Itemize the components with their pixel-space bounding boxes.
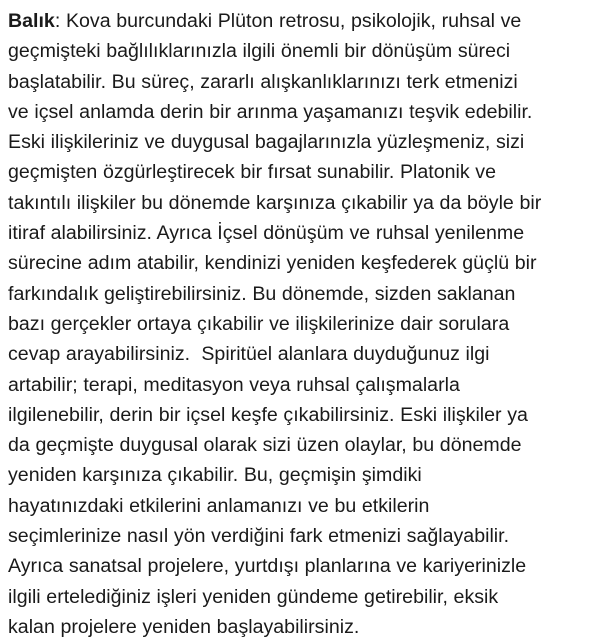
paragraph-line-15: da geçmişte duygusal olarak sizi üzen olaylar, bu dönemde bbox=[8, 434, 522, 457]
paragraph-line-20: ilgili ertelediğiniz işleri yeniden gündeme getirebilir, eksik bbox=[8, 585, 499, 608]
paragraph-line-7: takıntılı ilişkiler bu dönemde karşınıza çıkabilir ya da böyle bir bbox=[8, 191, 542, 214]
paragraph-line-8: itiraf alabilirsiniz. Ayrıca İçsel dönüşüm ve ruhsal yenilenme bbox=[8, 222, 525, 245]
paragraph-line-17: hayatınızdaki etkilerini anlamanızı ve bu etkilerin bbox=[8, 494, 430, 517]
paragraph-line-6: geçmişten özgürleştirecek bir fırsat sunabilir. Platonik ve bbox=[8, 161, 496, 184]
line-text: Kova burcundaki Plüton retrosu, psikolojik, ruhsal ve bbox=[65, 10, 522, 32]
paragraph-line-19: Ayrıca sanatsal projelere, yurtdışı planlarına ve kariyerinizle bbox=[8, 555, 527, 578]
paragraph-line-2: geçmişteki bağlılıklarınızla ilgili önemli bir dönüşüm süreci bbox=[8, 40, 511, 63]
zodiac-sign-label: Balık bbox=[8, 10, 55, 32]
paragraph-line-9: sürecine adım atabilir, kendinizi yeniden keşfederek güçlü bir bbox=[8, 252, 537, 275]
paragraph-line-3: başlatabilir. Bu süreç, zararlı alışkanlıklarınızı terk etmenizi bbox=[8, 70, 518, 93]
paragraph-line-5: Eski ilişkileriniz ve duygusal bagajlarınızla yüzleşmeniz, sizi bbox=[8, 131, 525, 154]
paragraph-line-12: cevap arayabilirsiniz. Spiritüel alanlara duyduğunuz ilgi bbox=[8, 343, 490, 366]
paragraph-line-14: ilgilenebilir, derin bir içsel keşfe çıkabilirsiniz. Eski ilişkiler ya bbox=[8, 403, 528, 426]
sign-separator: : bbox=[54, 10, 66, 32]
paragraph-line-11: bazı gerçekler ortaya çıkabilir ve ilişkilerinize dair sorulara bbox=[8, 312, 510, 335]
paragraph-line-16: yeniden karşınıza çıkabilir. Bu, geçmişin şimdiki bbox=[8, 464, 422, 487]
paragraph-line-10: farkındalık geliştirebilirsiniz. Bu dönemde, sizden saklanan bbox=[8, 282, 516, 305]
paragraph-line-13: artabilir; terapi, meditasyon veya ruhsal çalışmalarla bbox=[8, 373, 460, 396]
paragraph-line-21: kalan projelere yeniden başlayabilirsiniz. bbox=[8, 615, 360, 638]
paragraph-line-18: seçimlerinize nasıl yön verdiğini fark etmenizi sağlayabilir. bbox=[8, 525, 510, 548]
paragraph-line-4: ve içsel anlamda derin bir arınma yaşamanızı teşvik edebilir. bbox=[8, 100, 533, 123]
paragraph-line-1 bbox=[8, 6, 594, 36]
